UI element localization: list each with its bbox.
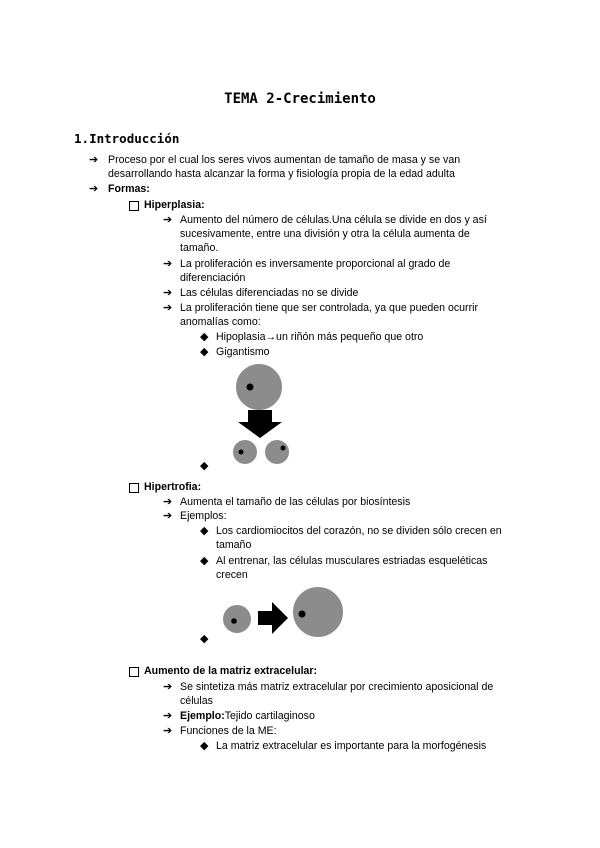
hiperplasia-point1-line2: sucesivamente, entre una división y otra la célula aumenta de <box>180 228 470 240</box>
parent-cell-nucleus <box>247 384 254 391</box>
hipertrofia-sub1-line2: tamaño <box>216 539 252 551</box>
hiperplasia-point4-line1: La proliferación tiene que ser controlada, ya que pueden ocurrir <box>180 302 478 314</box>
hipertrofia-sub2-line1: Al entrenar, las células musculares estriadas esqueléticas <box>216 555 488 567</box>
hiperplasia-point2-line2: diferenciación <box>180 272 246 284</box>
arrow-sub-bullet-icon: ➔ <box>163 710 173 722</box>
hipertrofia-label: Hipertrofia: <box>144 481 202 493</box>
matriz-point3: Funciones de la ME: <box>180 725 277 737</box>
daughter-cell-right <box>264 439 290 465</box>
arrow-sub-bullet-icon: ➔ <box>163 287 173 299</box>
parent-cell <box>235 363 283 411</box>
intro-definition-line2: desarrollando hasta alcanzar la forma y fisiología propia de la edad adulta <box>108 168 455 180</box>
diamond-bullet-icon: ◆ <box>200 740 209 752</box>
down-arrow-icon <box>238 410 282 438</box>
large-cell-nucleus <box>299 611 306 618</box>
diamond-bullet-icon: ◆ <box>200 555 209 567</box>
arrow-sub-bullet-icon: ➔ <box>163 258 173 270</box>
hipertrofia-point2: Ejemplos: <box>180 510 227 522</box>
daughter-cell-left <box>232 439 258 465</box>
hiperplasia-point3: Las células diferenciadas no se divide <box>180 287 359 299</box>
diamond-bullet-icon: ◆ <box>200 346 209 358</box>
matriz-point1-line2: células <box>180 695 213 707</box>
checkbox-icon <box>129 483 139 493</box>
checkbox-icon <box>129 201 139 211</box>
section-heading <box>74 131 179 146</box>
arrow-bullet-icon: ➔ <box>89 154 99 166</box>
right-arrow-icon <box>258 602 288 634</box>
daughter-cell-left-nucleus <box>239 450 244 455</box>
arrow-sub-bullet-icon: ➔ <box>163 725 173 737</box>
matriz-point1-line1: Se sintetiza más matriz extracelular por crecimiento aposicional de <box>180 681 494 693</box>
hiperplasia-point2-line1: La proliferación es inversamente proporcional al grado de <box>180 258 451 270</box>
section-number: 1. <box>74 131 90 146</box>
matriz-example-text: Tejido cartilaginoso <box>224 710 315 722</box>
hiperplasia-point1-line1: Aumento del número de células.Una célula se divide en dos y así <box>180 214 487 226</box>
arrow-bullet-icon: ➔ <box>89 183 99 195</box>
hipertrofia-point1: Aumenta el tamaño de las células por biosíntesis <box>180 496 411 508</box>
hipertrofia-sub1-line1: Los cardiomiocitos del corazón, no se dividen sólo crecen en <box>216 525 502 537</box>
small-cell-nucleus <box>231 618 237 624</box>
intro-definition-line1: Proceso por el cual los seres vivos aumentan de tamaño de masa y se van <box>108 154 461 166</box>
small-cell <box>222 604 252 634</box>
daughter-cell-right-nucleus <box>281 446 286 451</box>
hiperplasia-sub1: Hipoplasia→un riñón más pequeño que otro <box>216 331 424 343</box>
hiperplasia-sub2: Gigantismo <box>216 346 270 358</box>
arrow-sub-bullet-icon: ➔ <box>163 510 173 522</box>
matriz-sub1: La matriz extracelular es importante para la morfogénesis <box>216 740 487 752</box>
hiperplasia-point4-line2: anomalías como: <box>180 316 261 328</box>
cell-division-figure <box>230 362 300 472</box>
matriz-example-label: Ejemplo: <box>180 710 225 722</box>
arrow-sub-bullet-icon: ➔ <box>163 496 173 508</box>
diamond-bullet-icon: ◆ <box>200 525 209 537</box>
hiperplasia-label: Hiperplasia: <box>144 199 205 211</box>
hiperplasia-point1-line3: tamaño. <box>180 242 219 254</box>
matriz-label: Aumento de la matriz extracelular: <box>144 665 318 677</box>
page-title: TEMA 2-Crecimiento <box>224 91 376 107</box>
hipertrofia-sub2-line2: crecen <box>216 569 248 581</box>
matriz-point2 <box>180 709 315 723</box>
checkbox-icon <box>129 667 139 677</box>
diamond-bullet-icon: ◆ <box>200 331 209 343</box>
cell-growth-figure <box>220 582 350 642</box>
arrow-sub-bullet-icon: ➔ <box>163 681 173 693</box>
section-title: Introducción <box>89 131 180 146</box>
arrow-sub-bullet-icon: ➔ <box>163 214 173 226</box>
diamond-bullet-icon: ◆ <box>200 460 209 472</box>
arrow-sub-bullet-icon: ➔ <box>163 302 173 314</box>
formas-label: Formas: <box>108 183 150 195</box>
diamond-bullet-icon: ◆ <box>200 633 209 645</box>
